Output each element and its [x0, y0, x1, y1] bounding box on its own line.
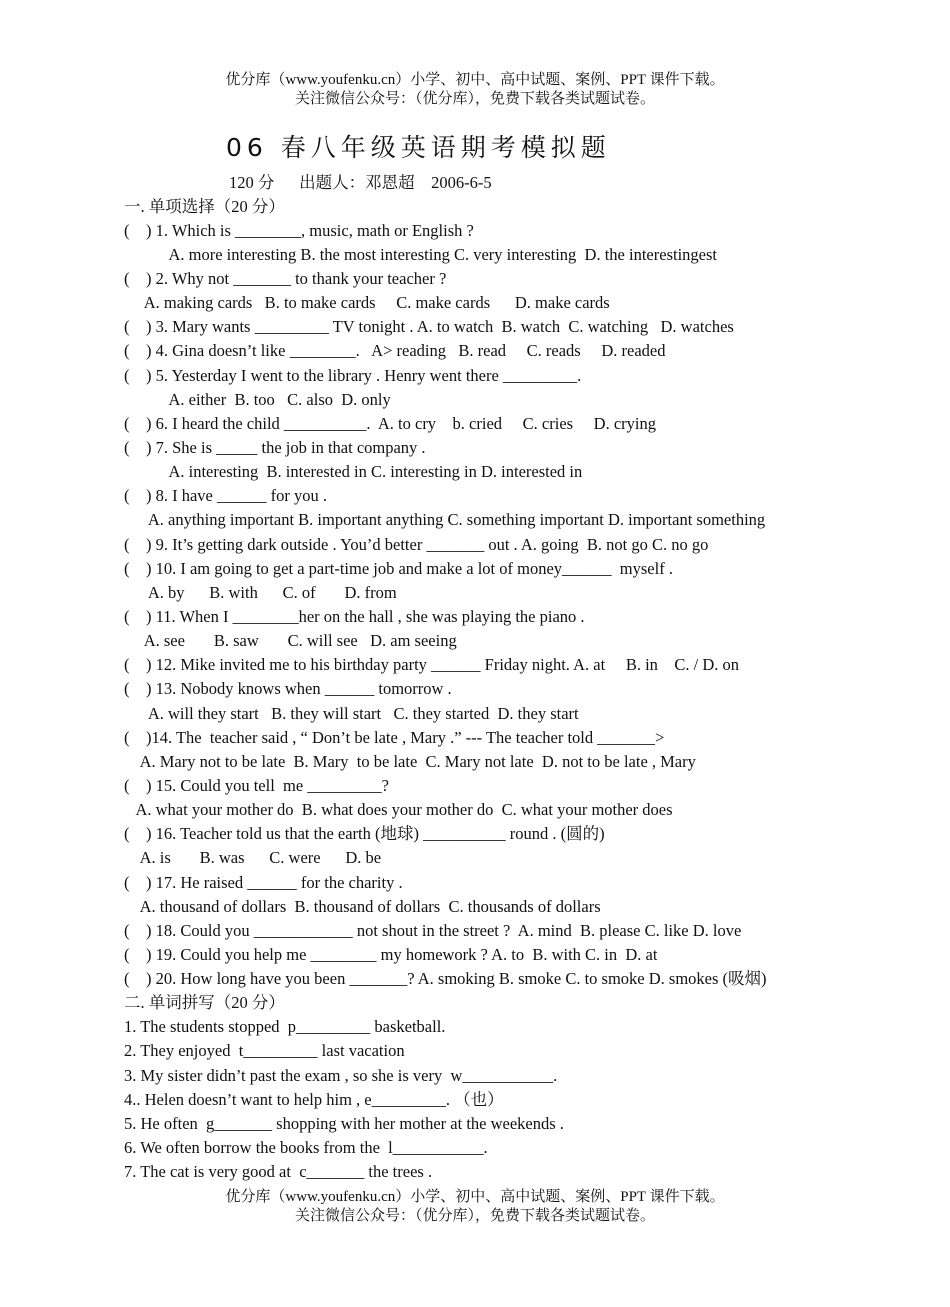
- question-line: ( ) 19. Could you help me ________ my homework ? A. to B. with C. in D. at: [124, 945, 658, 964]
- question-line: A. by B. with C. of D. from: [124, 583, 397, 602]
- question-line: A. more interesting B. the most interesting C. very interesting D. the interestingest: [124, 245, 717, 264]
- question-line: ( ) 13. Nobody knows when ______ tomorrow .: [124, 679, 452, 698]
- question-line: ( ) 2. Why not _______ to thank your teacher ?: [124, 269, 447, 288]
- question-line: ( ) 3. Mary wants _________ TV tonight . A. to watch B. watch C. watching D. watches: [124, 317, 734, 336]
- question-line: ( ) 17. He raised ______ for the charity .: [124, 873, 403, 892]
- header-line-1: 优分库（www.youfenku.cn）小学、初中、高中试题、案例、PPT 课件下载。: [225, 72, 725, 88]
- question-line: A. Mary not to be late B. Mary to be late C. Mary not late D. not to be late , Mary: [124, 752, 696, 771]
- question-line: ( ) 1. Which is ________, music, math or English ?: [124, 221, 474, 240]
- question-line: ( ) 11. When I ________her on the hall , she was playing the piano .: [124, 607, 585, 626]
- spelling-line: 1. The students stopped p_________ basketball.: [124, 1017, 446, 1036]
- question-line: ( ) 8. I have ______ for you .: [124, 486, 327, 505]
- spelling-line: 2. They enjoyed t_________ last vacation: [124, 1041, 405, 1060]
- spelling-line: 7. The cat is very good at c_______ the trees .: [124, 1162, 433, 1181]
- question-line: ( ) 6. I heard the child __________. A. to cry b. cried C. cries D. crying: [124, 414, 657, 433]
- spelling-line: 5. He often g_______ shopping with her mother at the weekends .: [124, 1114, 564, 1133]
- question-line: ( ) 18. Could you ____________ not shout in the street ? A. mind B. please C. like D. love: [124, 921, 742, 940]
- spelling-line: 3. My sister didn’t past the exam , so she is very w___________.: [124, 1066, 558, 1085]
- question-line: A. what your mother do B. what does your mother do C. what your mother does: [124, 800, 673, 819]
- question-line: A. either B. too C. also D. only: [124, 390, 391, 409]
- question-line: ( ) 5. Yesterday I went to the library . Henry went there _________.: [124, 366, 582, 385]
- section2-heading: 二. 单词拼写（20 分）: [124, 993, 285, 1012]
- question-line: ( )14. The teacher said , “ Don’t be late , Mary .” --- The teacher told _______>: [124, 728, 665, 747]
- question-line: A. making cards B. to make cards C. make cards D. make cards: [124, 293, 610, 312]
- question-line: A. see B. saw C. will see D. am seeing: [124, 631, 457, 650]
- question-line: A. is B. was C. were D. be: [124, 848, 382, 867]
- question-line: A. thousand of dollars B. thousand of dollars C. thousands of dollars: [124, 897, 601, 916]
- spelling-line: 4.. Helen doesn’t want to help him , e_________. （也）: [124, 1090, 504, 1109]
- question-line: A. anything important B. important anything C. something important D. important something: [124, 510, 766, 529]
- exam-subtitle: 120 分 出题人：邓恩超 2006-6-5: [229, 173, 492, 192]
- header-line-2: 关注微信公众号：（优分库），免费下载各类试题试卷。: [294, 91, 655, 107]
- footer-line-2: 关注微信公众号：（优分库），免费下载各类试题试卷。: [294, 1208, 655, 1224]
- section1-heading: 一. 单项选择（20 分）: [124, 197, 285, 216]
- question-line: ( ) 16. Teacher told us that the earth (地球) __________ round . (圆的): [124, 824, 605, 843]
- question-line: ( ) 15. Could you tell me _________?: [124, 776, 389, 795]
- question-line: A. interesting B. interested in C. interesting in D. interested in: [124, 462, 583, 481]
- question-line: ( ) 4. Gina doesn’t like ________. A> reading B. read C. reads D. readed: [124, 341, 666, 360]
- footer-line-1: 优分库（www.youfenku.cn）小学、初中、高中试题、案例、PPT 课件下载。: [225, 1189, 725, 1205]
- question-line: A. will they start B. they will start C. they started D. they start: [124, 704, 579, 723]
- exam-title: 06 春八年级英语期考模拟题: [226, 133, 611, 162]
- question-line: ( ) 10. I am going to get a part-time job and make a lot of money______ myself .: [124, 559, 673, 578]
- question-line: ( ) 12. Mike invited me to his birthday party ______ Friday night. A. at B. in C. / D. on: [124, 655, 740, 674]
- question-line: ( ) 9. It’s getting dark outside . You’d better _______ out . A. going B. not go C. no go: [124, 535, 709, 554]
- question-line: ( ) 7. She is _____ the job in that company .: [124, 438, 426, 457]
- spelling-line: 6. We often borrow the books from the l___________.: [124, 1138, 488, 1157]
- question-line: ( ) 20. How long have you been _______? A. smoking B. smoke C. to smoke D. smokes (吸烟): [124, 969, 767, 988]
